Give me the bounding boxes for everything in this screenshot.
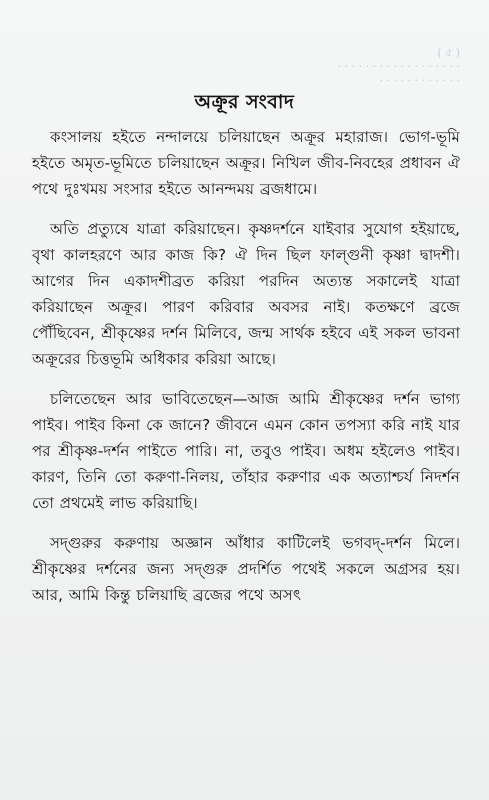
paragraph-1: কংসালয় হইতে নন্দালয়ে চলিয়াছেন অক্রূর মহারাজ। ভোগ-ভূমি হইতে অমৃত-ভূমিতে চলিয়াছেন অক্রূর। নিখিল জীব-নিবহের প্রধাবন ঐ পথে দুঃখময় সংসার হইতে আনন্দময় ব্রজধামে। xyxy=(32,128,460,198)
paragraph-3: চলিতেছেন আর ভাবিতেছেন—আজ আমি শ্রীকৃষ্ণের দর্শন ভাগ্য পাইব। পাইব কিনা কে জানে? জীবনে এমন কোন তপস্যা করি নাই যার পর শ্রীকৃষ্ণ-দর্শন পাইতে পারি। না, তবুও পাইব। অধম হইলেও পাইব। কারণ, তিনি তো করুণা-নিলয়, তাঁহার করুণার এক অত্যাশ্চর্য নিদর্শন তো প্রথমেই লাভ করিয়াছি। xyxy=(32,390,460,512)
reverse-side-bleed-through: ( ৫ ) · · · · · · · · · · · · · · · · · · · · · · · · · · · · · · xyxy=(337,46,460,87)
chapter-title: অক্রূর সংবাদ xyxy=(194,91,295,113)
paragraph-4: সদ্গুরুর করুণায় অজ্ঞান আঁধার কাটিলেই ভগবদ্-দর্শন মিলে। শ্রীকৃষ্ণের দর্শনের জন্য সদ্গুরু প্রদর্শিত পথেই সকলে অগ্রসর হয়। আর, আমি কিন্তু চলিয়াছি ব্রজের পথে অসৎ xyxy=(32,534,460,604)
body-text xyxy=(32,124,460,620)
paragraph-2: অতি প্রত্যুষে যাত্রা করিয়াছেন। কৃষ্ণদর্শনে যাইবার সুযোগ হইয়াছে, বৃথা কালহরণে আর কাজ কি? ঐ দিন ছিল ফাল্গুনী কৃষ্ণা দ্বাদশী। আগের দিন একাদশীব্রত করিয়া পরদিন অত্যন্ত সকালেই যাত্রা করিয়াছেন অক্রূর। পারণ করিবার অবসর নাই। কতক্ষণে ব্রজে পৌঁছিবেন, শ্রীকৃষ্ণের দর্শন মিলিবে, জন্ম সার্থক হইবে এই সকল ভাবনা অক্রূরের চিত্তভূমি অধিকার করিয়া আছে। xyxy=(32,220,460,368)
